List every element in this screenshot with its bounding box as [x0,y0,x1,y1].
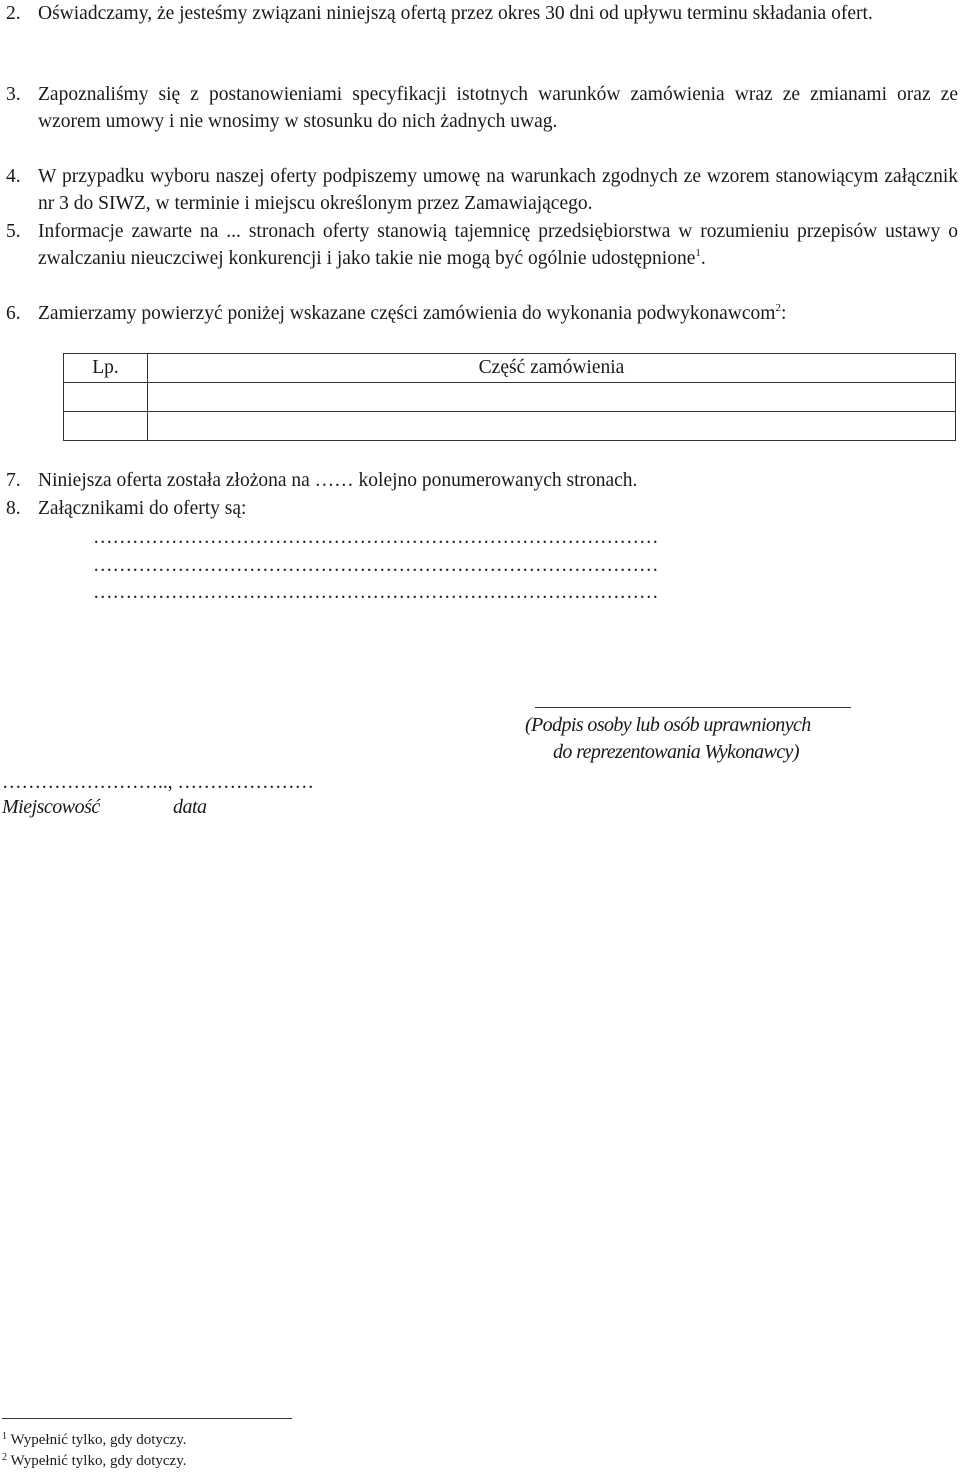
attachment-line-3[interactable]: …………………………………………………………………………… [93,582,659,603]
item-number: 2. [6,3,21,24]
header-lp: Lp. [64,354,148,383]
table-cell[interactable] [148,383,956,412]
item-2 [6,0,958,27]
footnote-mark: 2 [2,1452,7,1463]
item-number: 3. [6,84,21,105]
item-text: Informacje zawarte na ... stronach oferty stanowią tajemnicę przedsiębiorstwa w rozumieniu przepisów ustawy o zwalczaniu nieuczciwej konkurencji i jako takie nie mogą być ogólnie udostępnione [38,221,958,269]
table-cell[interactable] [148,412,956,441]
item-text-end: . [700,248,706,269]
item-text: Zamierzamy powierzyć poniżej wskazane części zamówienia do wykonania podwykonawcom [38,303,776,324]
signature-caption-line1: (Podpis osoby lub osób uprawnionych [525,714,811,736]
table-cell[interactable] [64,383,148,412]
footnote-separator [2,1418,292,1419]
item-3 [6,81,958,135]
footnote-text: Wypełnić tylko, gdy dotyczy. [10,1432,187,1448]
item-6 [6,300,958,327]
item-text: Oświadczamy, że jesteśmy związani niniejszą ofertą przez okres 30 dni od upływu terminu składania ofert. [38,3,873,24]
table-cell[interactable] [64,412,148,441]
footnote-2 [2,1453,187,1470]
footnote-text: Wypełnić tylko, gdy dotyczy. [10,1453,187,1469]
signature-caption-line2: do reprezentowania Wykonawcy) [553,741,799,763]
table-header-row [64,354,956,383]
item-text: Załącznikami do oferty są: [38,498,247,519]
header-part: Część zamówienia [148,354,956,383]
place-date-dots[interactable]: …………………….., ………………… [2,772,314,793]
place-label: Miejscowość [2,796,100,818]
item-text-end: : [780,303,787,324]
item-4 [6,163,958,217]
item-text: Zapoznaliśmy się z postanowieniami specyfikacji istotnych warunków zamówienia wraz ze zmianami oraz ze wzorem umowy i nie wnosimy w stosunku do nich żadnych uwag. [38,84,958,132]
table-row [64,412,956,441]
item-7 [6,467,958,494]
date-label: data [173,796,207,818]
footnote-ref[interactable]: 1 [695,247,701,259]
item-number: 5. [6,221,21,242]
item-number: 4. [6,166,21,187]
item-number: 6. [6,303,21,324]
attachment-line-1[interactable]: …………………………………………………………………………… [93,527,659,548]
item-number: 7. [6,470,21,491]
footnote-mark: 1 [2,1431,7,1442]
signature-line[interactable] [535,707,851,708]
footnote-1 [2,1432,187,1449]
item-8 [6,495,958,522]
item-number: 8. [6,498,21,519]
attachment-line-2[interactable]: …………………………………………………………………………… [93,555,659,576]
table-row [64,383,956,412]
subcontractor-table [63,353,956,441]
item-text: Niniejsza oferta została złożona na …… kolejno ponumerowanych stronach. [38,470,638,491]
footnote-ref[interactable]: 2 [775,302,781,314]
item-5 [6,218,958,272]
item-text: W przypadku wyboru naszej oferty podpiszemy umowę na warunkach zgodnych ze wzorem stanowiącym załącznik nr 3 do SIWZ, w terminie i miejscu określonym przez Zamawiającego. [38,166,958,214]
